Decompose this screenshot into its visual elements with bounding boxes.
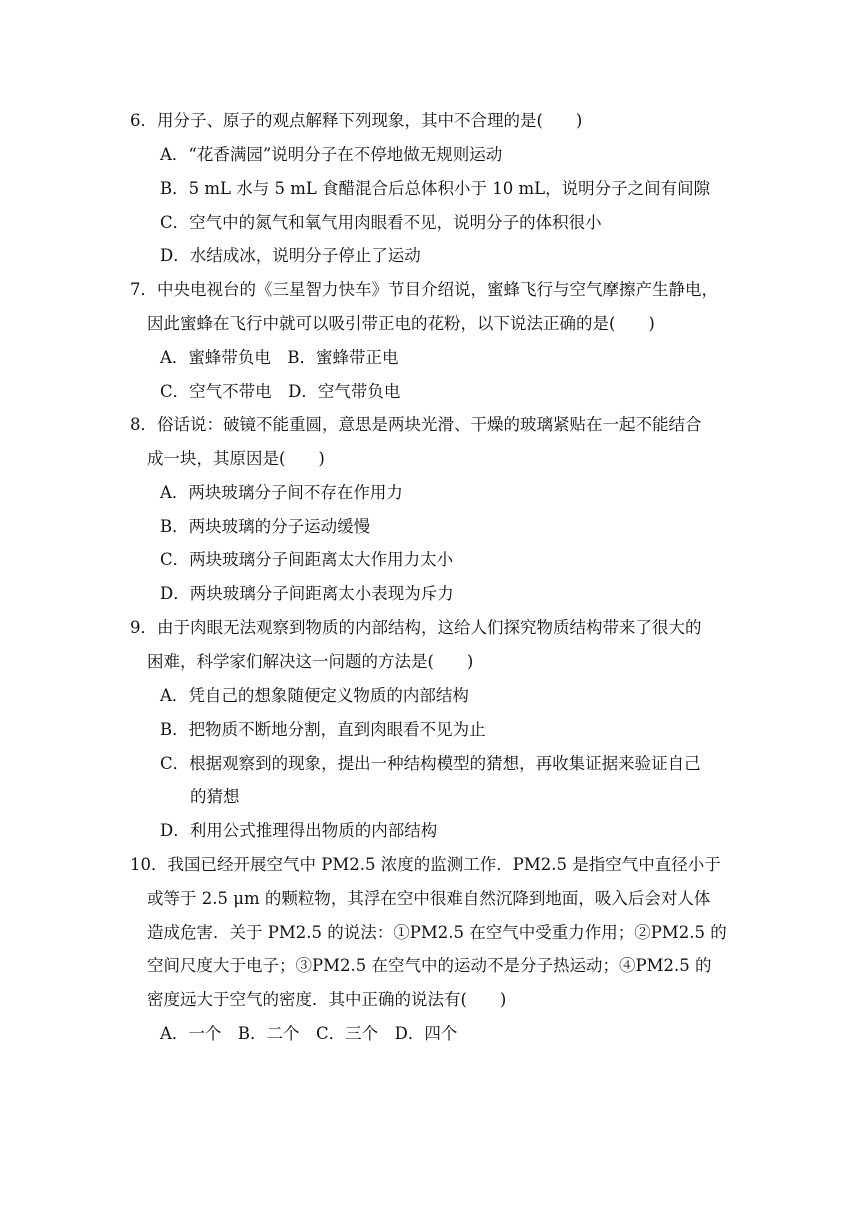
option-c: C．两块玻璃分子间距离太大作用力太小 [160,550,454,569]
question-stem: 6．用分子、原子的观点解释下列现象，其中不合理的是( ) [130,111,583,130]
option-b: B．5 mL 水与 5 mL 食醋混合后总体积小于 10 mL，说明分子之间有间隙 [160,179,711,198]
question-stem-continued: 困难，科学家们解决这一问题的方法是( ) [147,652,474,671]
question-stem-continued: 密度远大于空气的密度．其中正确的说法有( ) [147,990,507,1009]
option-c-continued: 的猜想 [190,787,240,806]
option-b: B．把物质不断地分割，直到肉眼看不见为止 [160,720,486,739]
option-b: B．两块玻璃的分子运动缓慢 [160,517,371,536]
question-stem-continued: 造成危害．关于 PM2.5 的说法：①PM2.5 在空气中受重力作用；②PM2.5 的 [147,923,727,942]
options-line-ab: A．蜜蜂带负电 B．蜜蜂带正电 [160,348,399,367]
option-a: A．两块玻璃分子间不存在作用力 [160,483,403,502]
question-stem-continued: 或等于 2.5 μm 的颗粒物，其浮在空中很难自然沉降到地面，吸入后会对人体 [147,889,711,908]
options-line-cd: C．空气不带电 D．空气带负电 [160,382,401,401]
option-d: D．利用公式推理得出物质的内部结构 [160,821,438,840]
option-a: A．凭自己的想象随便定义物质的内部结构 [160,686,469,705]
question-stem: 8．俗话说：破镜不能重圆，意思是两块光滑、干燥的玻璃紧贴在一起不能结合 [130,415,702,434]
option-c: C．根据观察到的现象，提出一种结构模型的猜想，再收集证据来验证自己 [160,754,701,773]
question-stem-continued: 空间尺度大于电子；③PM2.5 在空气中的运动不是分子热运动；④PM2.5 的 [147,956,712,975]
question-stem: 10．我国已经开展空气中 PM2.5 浓度的监测工作．PM2.5 是指空气中直径小于 [130,855,721,874]
option-d: D．水结成冰，说明分子停止了运动 [160,246,421,265]
option-a: A．“花香满园”说明分子在不停地做无规则运动 [160,145,503,164]
option-d: D．两块玻璃分子间距离太小表现为斥力 [160,584,454,603]
question-stem: 7．中央电视台的《三星智力快车》节目介绍说，蜜蜂飞行与空气摩擦产生静电， [130,280,718,299]
question-stem-continued: 成一块，其原因是( ) [147,449,325,468]
options-line-abcd: A．一个 B．二个 C．三个 D．四个 [160,1024,458,1043]
question-stem-continued: 因此蜜蜂在飞行中就可以吸引带正电的花粉，以下说法正确的是( ) [147,314,655,333]
option-c: C．空气中的氮气和氧气用肉眼看不见，说明分子的体积很小 [160,213,602,232]
question-stem: 9．由于肉眼无法观察到物质的内部结构，这给人们探究物质结构带来了很大的 [130,618,702,637]
